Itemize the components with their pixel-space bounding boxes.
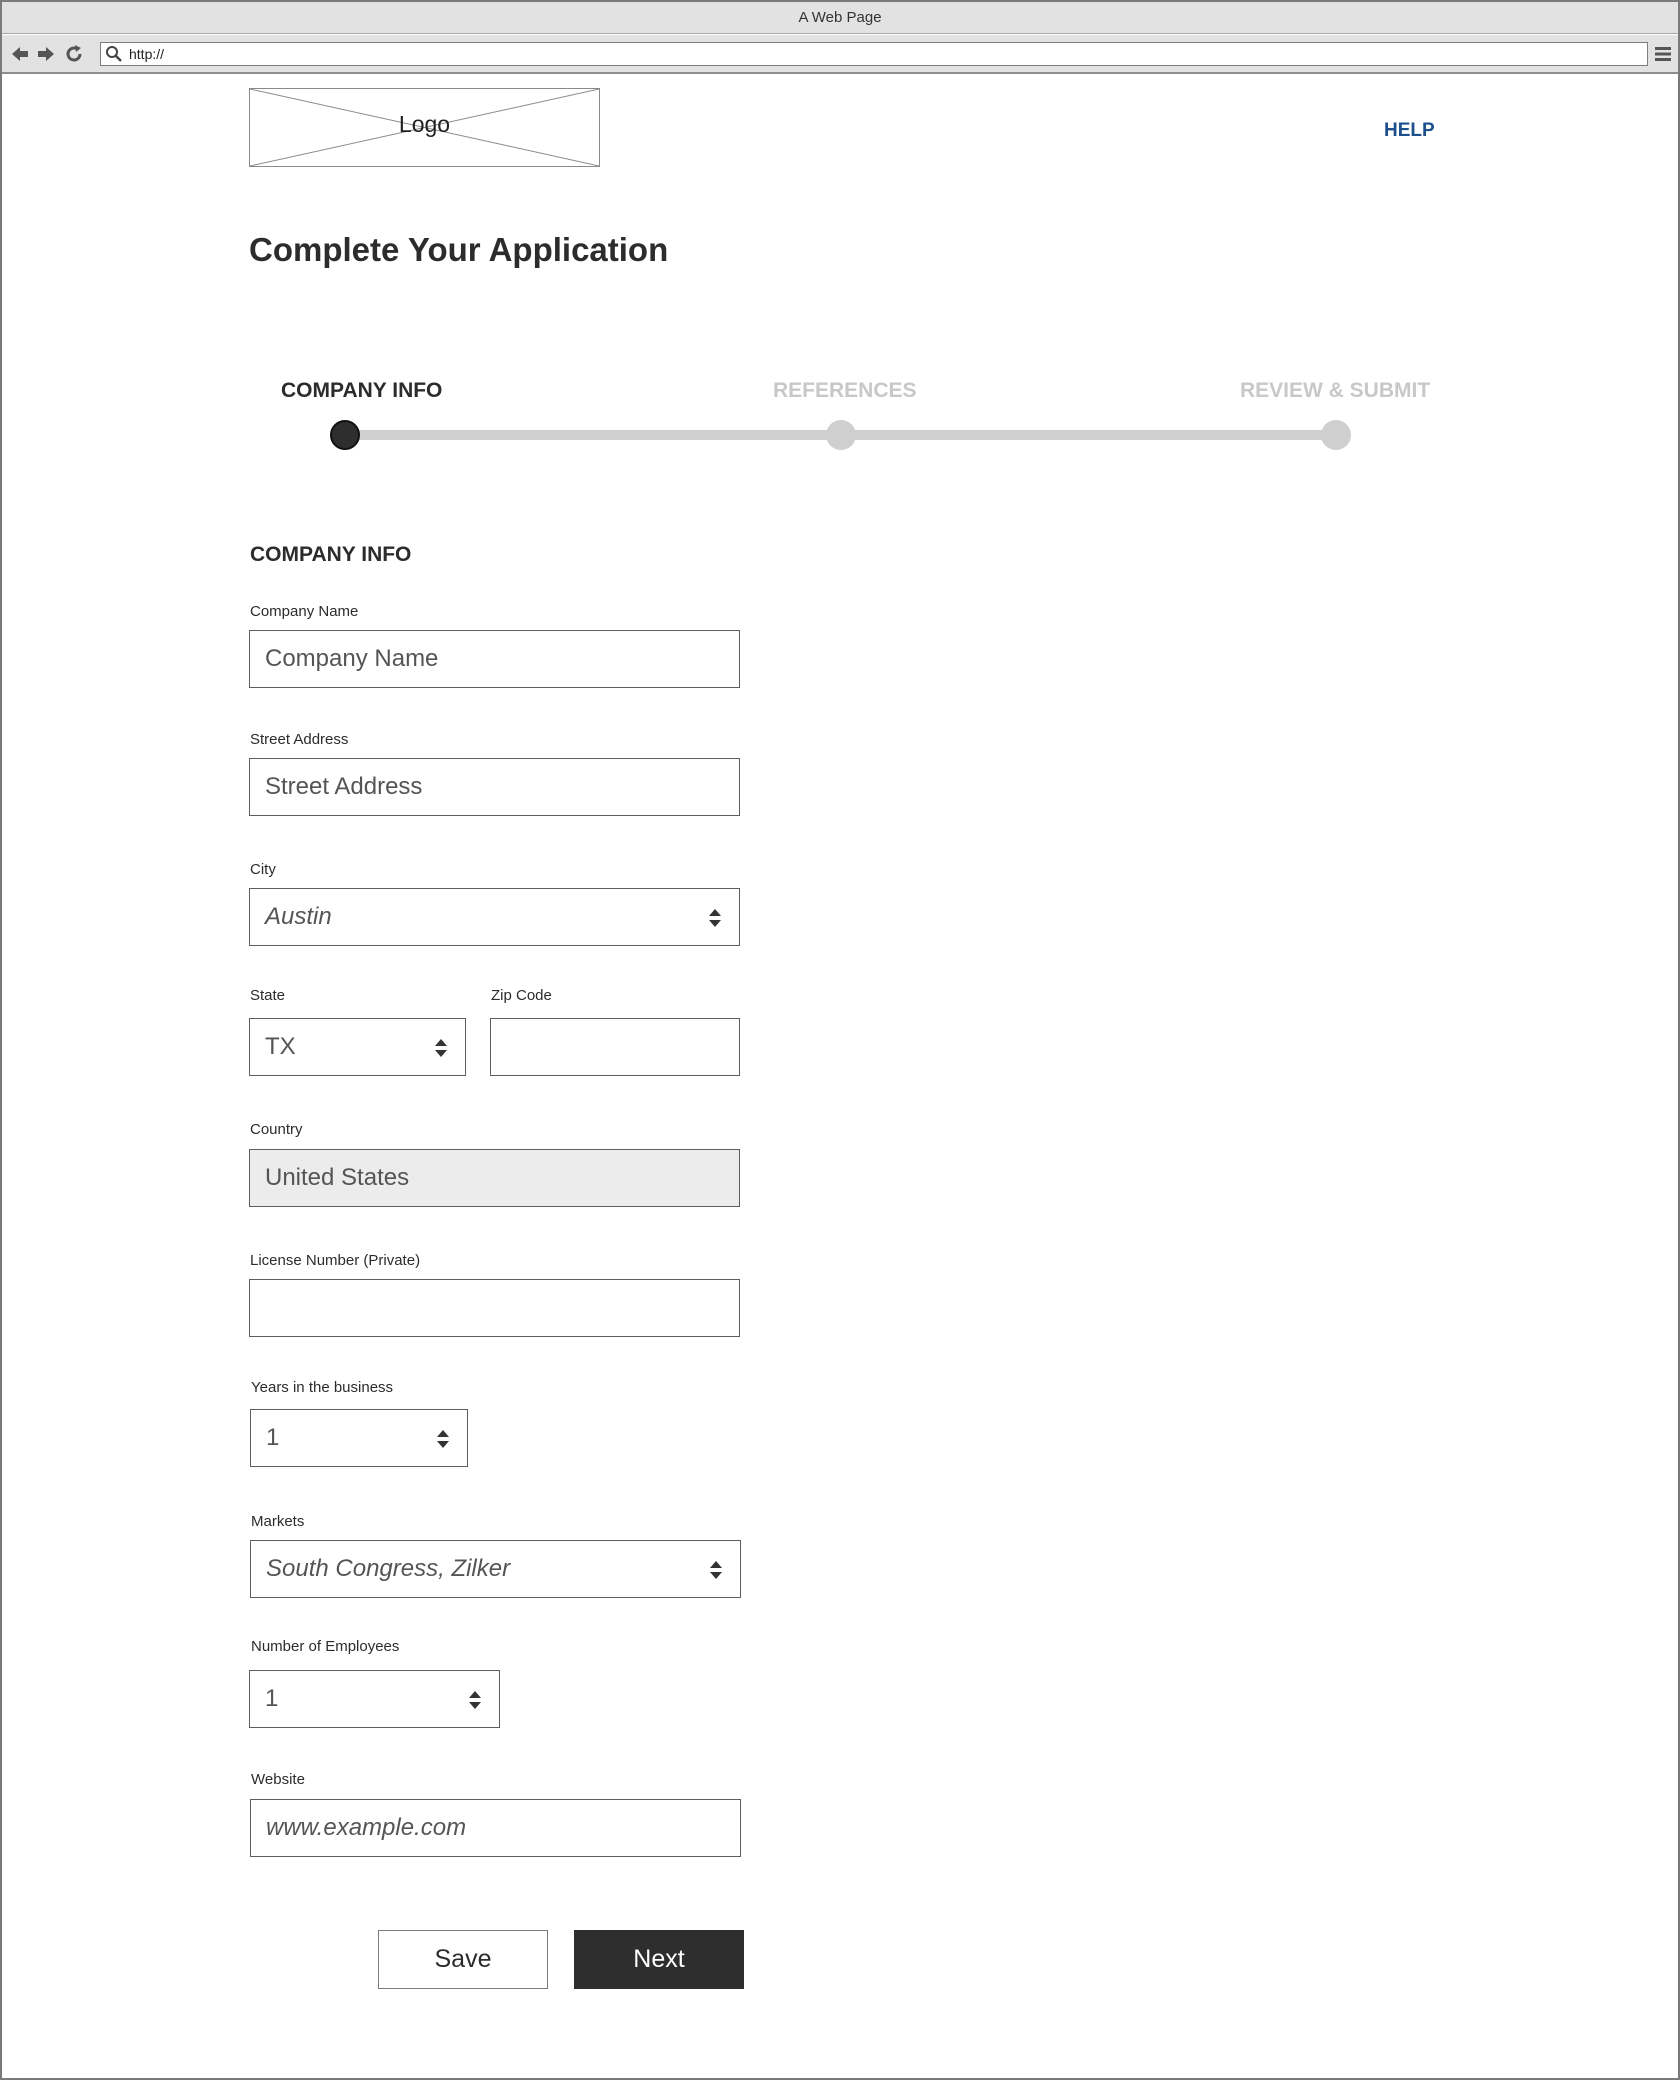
zip-code-label: Zip Code — [491, 987, 552, 1004]
num-employees-value: 1 — [265, 1685, 279, 1712]
company-name-input[interactable]: Company Name — [249, 630, 740, 688]
back-arrow-icon[interactable] — [10, 44, 30, 64]
country-label: Country — [250, 1121, 303, 1138]
step-references[interactable]: REFERENCES — [773, 379, 917, 402]
num-employees-select[interactable] — [249, 1670, 500, 1728]
website-input[interactable]: www.example.com — [250, 1799, 741, 1857]
years-in-business-value: 1 — [266, 1424, 280, 1451]
step-1-dot — [330, 420, 360, 450]
logo-placeholder[interactable] — [249, 88, 600, 167]
search-icon — [105, 45, 123, 63]
website-label: Website — [251, 1771, 305, 1788]
markets-value: South Congress, Zilker — [266, 1555, 511, 1582]
section-title: COMPANY INFO — [250, 543, 412, 566]
num-employees-label: Number of Employees — [251, 1638, 400, 1655]
reload-icon[interactable] — [64, 44, 84, 64]
forward-arrow-icon[interactable] — [36, 44, 56, 64]
city-label: City — [250, 861, 276, 878]
city-select[interactable] — [249, 888, 740, 946]
years-in-business-label: Years in the business — [251, 1379, 394, 1396]
url-text: http:// — [129, 46, 165, 62]
browser-toolbar — [2, 35, 1678, 74]
select-arrows-icon — [436, 1429, 450, 1449]
select-arrows-icon — [434, 1038, 448, 1058]
hamburger-menu-icon[interactable] — [1654, 45, 1672, 63]
step-company-info[interactable]: COMPANY INFO — [281, 379, 443, 402]
step-review-submit[interactable]: REVIEW & SUBMIT — [1240, 379, 1431, 402]
page-title: Complete Your Application — [249, 231, 669, 268]
state-value: TX — [265, 1033, 296, 1060]
address-bar[interactable] — [100, 42, 1648, 66]
window-title: A Web Page — [2, 2, 1678, 34]
next-button[interactable]: Next — [574, 1930, 744, 1989]
help-link[interactable]: HELP — [1384, 120, 1435, 141]
markets-label: Markets — [251, 1513, 305, 1530]
country-field: United States — [249, 1149, 740, 1207]
state-select[interactable] — [249, 1018, 466, 1076]
markets-select[interactable] — [250, 1540, 741, 1598]
license-number-label: License Number (Private) — [250, 1252, 421, 1269]
select-arrows-icon — [709, 1560, 723, 1580]
step-2-dot — [826, 420, 856, 450]
street-address-input[interactable]: Street Address — [249, 758, 740, 816]
select-arrows-icon — [708, 908, 722, 928]
street-address-label: Street Address — [250, 731, 349, 748]
company-name-label: Company Name — [250, 603, 359, 620]
zip-code-input[interactable] — [490, 1018, 740, 1076]
city-value: Austin — [265, 903, 332, 930]
step-3-dot — [1321, 420, 1351, 450]
state-label: State — [250, 987, 286, 1004]
select-arrows-icon — [468, 1690, 482, 1710]
save-button[interactable]: Save — [378, 1930, 548, 1989]
years-in-business-select[interactable] — [250, 1409, 468, 1467]
license-number-input[interactable] — [249, 1279, 740, 1337]
logo-text: Logo — [398, 111, 451, 137]
